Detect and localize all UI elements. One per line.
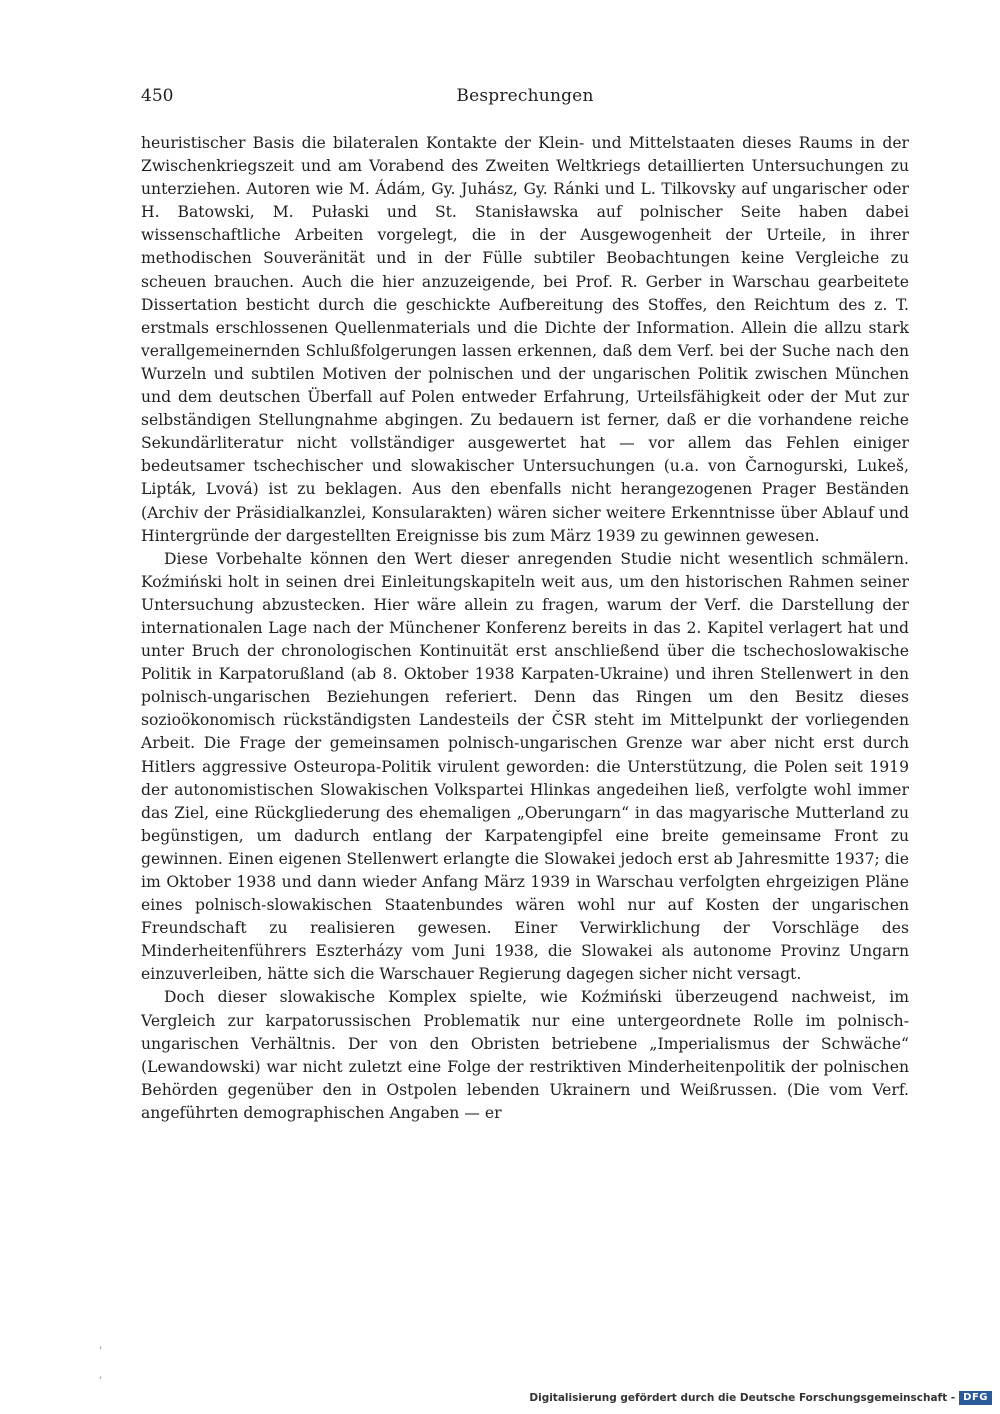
paragraph-2: Diese Vorbehalte können den Wert dieser anregenden Studie nicht wesentlich schmälern. Koźmiński holt in seinen drei Einleitungskapiteln weit aus, um den historischen Rahmen seiner Untersuchung abzustecken. Hier wäre allein zu fragen, warum der Verf. die Darstellung der internationalen Lage nach der Münchener Konferenz bereits in das 2. Kapitel verlagert hat und unter Bruch der chronologischen Kontinuität erst anschließend über die tschechoslowakische Politik in Karpatorußland (ab 8. Oktober 1938 Karpaten-Ukraine) und ihren Stellenwert in den polnisch-ungarischen Beziehungen referiert. Denn das Ringen um den Besitz dieses sozioökonomisch rückständigsten Landesteils der ČSR steht im Mittelpunkt der vorliegenden Arbeit. Die Frage der gemeinsamen polnisch-ungarischen Grenze war aber nicht erst durch Hitlers aggressive Osteuropa-Politik virulent geworden: die Unterstützung, die Polen seit 1919 der autonomistischen Slowakischen Volkspartei Hlinkas angedeihen ließ, verfolgte wohl immer das Ziel, eine Rückgliederung des ehemaligen „Oberungarn“ in das magyarische Mutterland zu begünstigen, um dadurch entlang der Karpatengipfel eine breite gemeinsame Front zu gewinnen. Einen eigenen Stellenwert erlangte die Slowakei jedoch erst ab Jahresmitte 1937; die im Oktober 1938 und dann wieder Anfang März 1939 in Warschau verfolgten ehrgeizigen Pläne eines polnisch-slowakischen Staatenbundes wären wohl nur auf Kosten der ungarischen Freundschaft zu realisieren gewesen. Einer Verwirklichung der Vorschläge des Minderheitenführers Eszterházy vom Juni 1938, die Slowakei als autonome Provinz Ungarn einzuverleiben, hätte sich die Warschauer Regierung dagegen sicher nicht versagt. <box>141 549 909 984</box>
page-number: 450 <box>141 86 174 106</box>
page-header <box>141 86 909 116</box>
funding-credit: Digitalisierung gefördert durch die Deutsche Forschungsgemeinschaft - <box>529 1392 956 1404</box>
paragraph-1: heuristischer Basis die bilateralen Kontakte der Klein- und Mittelstaaten dieses Raums in der Zwischenkriegszeit und am Vorabend des Zweiten Weltkriegs detaillierten Untersuchungen zu unterziehen. Autoren wie M. Ádám, Gy. Juhász, Gy. Ránki und L. Tilkovsky auf ungarischer oder H. Batowski, M. Pułaski und St. Stanisławska auf polnischer Seite haben dabei wissenschaftliche Arbeiten vorgelegt, die in der Ausgewogenheit der Urteile, in ihrer methodischen Souveränität und in der Fülle subtiler Beobachtungen keine Vergleiche zu scheuen brauchen. Auch die hier anzuzeigende, bei Prof. R. Gerber in Warschau gearbeitete Dissertation besticht durch die geschickte Aufbereitung des Stoffes, den Reichtum des z. T. erstmals erschlossenen Quellenmaterials und die Dichte der Information. Allein die allzu stark verallgemeinernden Schlußfolgerungen lassen erkennen, daß dem Verf. bei der Suche nach den Wurzeln und subtilen Motiven der polnischen und der ungarischen Politik zwischen München und dem deutschen Überfall auf Polen entweder Erfahrung, Urteilsfähigkeit oder der Mut zur selbständigen Stellungnahme abgingen. Zu bedauern ist ferner, daß er die vorhandene reiche Sekundärliteratur nicht vollständiger ausgewertet hat — vor allem das Fehlen einiger bedeutsamer tschechischer und slowakischer Untersuchungen (u.a. von Čarnogurski, Lukeš, Lipták, Lvová) ist zu beklagen. Aus den ebenfalls nicht herangezogenen Prager Beständen (Archiv der Präsidialkanzlei, Konsularakten) wären sicher weitere Erkenntnisse über Ablauf und Hintergründe der dargestellten Ereignisse bis zum März 1939 zu gewinnen gewesen. <box>141 134 909 545</box>
dfg-logo-icon: DFG <box>959 1391 992 1405</box>
body-text <box>141 132 909 1125</box>
scan-mark-upper: , <box>99 1340 103 1351</box>
paragraph-3: Doch dieser slowakische Komplex spielte, wie Koźmiński überzeugend nachweist, im Vergleich zur karpatorussischen Problematik nur eine untergeordnete Rolle im polnisch-ungarischen Verhältnis. Der von den Obristen betriebene „Imperialismus der Schwäche“ (Lewandowski) war nicht zuletzt eine Folge der restriktiven Minderheitenpolitik der polnischen Behörden gegenüber den in Ostpolen lebenden Ukrainern und Weißrussen. (Die vom Verf. angeführten demographischen Angaben — er <box>141 988 909 1122</box>
digitization-footer <box>529 1390 992 1406</box>
scan-mark-lower: , <box>99 1370 103 1381</box>
running-title: Besprechungen <box>456 86 594 106</box>
